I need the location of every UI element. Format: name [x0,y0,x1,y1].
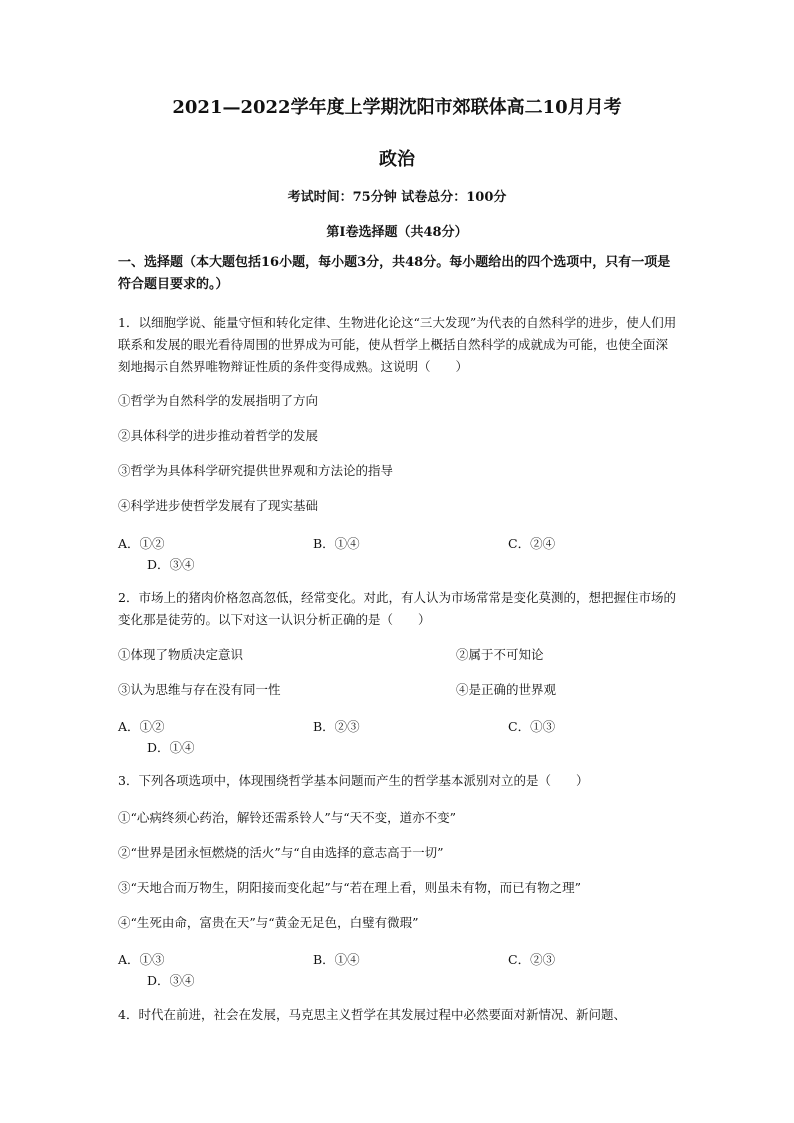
question-1-choice-d: D．③④ [147,557,195,572]
question-3-choice-d: D．③④ [147,973,195,988]
exam-info: 考试时间：75分钟 试卷总分：100分 [287,190,507,205]
section-instructions: 一、选择题（本大题包括16小题，每小题3分，共48分。每小题给出的四个选项中，只有一项是符合题目要求的。） [118,255,671,292]
question-3-option-3: ③“天地合而万物生，阴阳接而变化起”与“若在理上看，则虽未有物，而已有物之理” [118,880,582,895]
question-1-option-4: ④科学进步使哲学发展有了现实基础 [118,498,319,513]
question-3-option-1: ①“心病终须心药治，解铃还需系铃人”与“天不变，道亦不变” [118,810,457,825]
exam-subject: 政治 [379,149,415,170]
question-2-option-4: ④是正确的世界观 [456,682,557,697]
question-1-option-3: ③哲学为具体科学研究提供世界观和方法论的指导 [118,463,394,478]
question-2-choice-a: A．①② [118,719,165,734]
question-1-choice-b: B．①④ [313,536,360,551]
question-3-option-4: ④“生死由命，富贵在天”与“黄金无足色，白璧有微瑕” [118,915,419,930]
question-2-choice-b: B．②③ [313,719,360,734]
question-2-option-1: ①体现了物质决定意识 [118,647,244,662]
question-3-choice-b: B．①④ [313,952,360,967]
part-title: 第Ⅰ卷选择题（共48分） [326,225,468,240]
question-3-choice-a: A．①③ [118,952,165,967]
question-1-stem: 1．以细胞学说、能量守恒和转化定律、生物进化论这“三大发现”为代表的自然科学的进步，使人们用联系和发展的眼光看待周围的世界成为可能，使从哲学上概括自然科学的成就成为可能，也使全面深刻地揭示自然界唯物辩证性质的条件变得成熟。这说明（ ） [118,315,677,374]
question-2-option-3: ③认为思维与存在没有同一性 [118,682,281,697]
question-4-stem: 4．时代在前进，社会在发展，马克思主义哲学在其发展过程中必然要面对新情况、新问题、 [118,1007,626,1022]
question-2-option-2: ②属于不可知论 [456,647,544,662]
question-1-choice-a: A．①② [118,536,165,551]
question-3-choice-c: C．②③ [508,952,556,967]
question-3-stem: 3．下列各项选项中，体现围绕哲学基本问题而产生的哲学基本派别对立的是（ ） [118,773,589,788]
question-3-option-2: ②“世界是团永恒燃烧的活火”与“自由选择的意志高于一切” [118,845,444,860]
question-2-stem: 2．市场上的猪肉价格忽高忽低，经常变化。对此，有人认为市场常常是变化莫测的，想把握住市场的变化那是徒劳的。以下对这一认识分析正确的是（ ） [118,590,676,627]
question-2-choice-c: C．①③ [508,719,556,734]
question-1-option-2: ②具体科学的进步推动着哲学的发展 [118,428,319,443]
question-1-option-1: ①哲学为自然科学的发展指明了方向 [118,393,319,408]
question-2-choice-d: D．①④ [147,740,195,755]
exam-title: 2021—2022学年度上学期沈阳市郊联体高二10月月考 [172,97,622,118]
question-1-choice-c: C．②④ [508,536,556,551]
